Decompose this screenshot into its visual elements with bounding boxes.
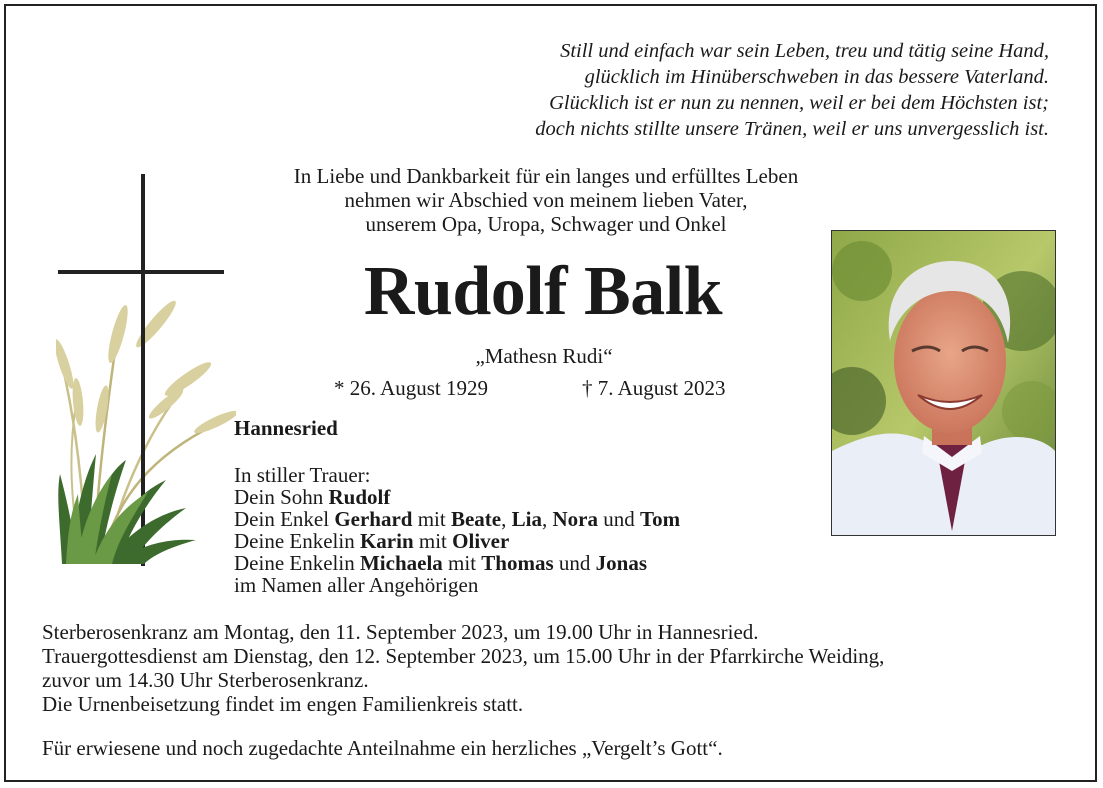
mourners-heading: In stiller Trauer: bbox=[234, 463, 371, 487]
hometown: Hannesried bbox=[234, 416, 338, 440]
poem-line: Glücklich ist er nun zu nennen, weil er bei dem Höchsten ist; bbox=[549, 92, 1049, 114]
mourner-line bbox=[234, 552, 680, 574]
mourner-connector: , bbox=[541, 507, 553, 531]
service-line: Die Urnenbeisetzung findet im engen Familienkreis statt. bbox=[42, 692, 524, 716]
cross-with-grass-icon bbox=[56, 174, 236, 574]
deceased-nickname: „Mathesn Rudi“ bbox=[475, 344, 613, 368]
mourner-line bbox=[234, 508, 680, 530]
service-line: Trauergottesdienst am Dienstag, den 12. September 2023, um 15.00 Uhr in der Pfarrkirche Weiding, bbox=[42, 644, 885, 668]
mourner-name: Oliver bbox=[452, 529, 510, 553]
poem-line: Still und einfach war sein Leben, treu und tätig seine Hand, bbox=[560, 40, 1049, 62]
mourner-line bbox=[234, 486, 680, 508]
mourner-connector: und bbox=[553, 551, 596, 575]
service-line: Sterberosenkranz am Montag, den 11. September 2023, um 19.00 Uhr in Hannesried. bbox=[42, 620, 759, 644]
mourner-relation: Dein Enkel bbox=[234, 507, 335, 531]
mourner-name: Karin bbox=[359, 529, 414, 553]
mourner-connector: mit bbox=[412, 507, 451, 531]
mourner-name: Gerhard bbox=[334, 507, 413, 531]
mourners-list bbox=[234, 464, 680, 596]
service-line: zuvor um 14.30 Uhr Sterberosenkranz. bbox=[42, 668, 369, 692]
deceased-name-text: Rudolf Balk bbox=[363, 253, 723, 330]
mourner-name: Tom bbox=[639, 507, 681, 531]
mourner-name: Rudolf bbox=[328, 485, 391, 509]
mourner-name: Beate bbox=[450, 507, 502, 531]
obituary-notice bbox=[4, 4, 1097, 782]
mourner-relation: Deine Enkelin bbox=[234, 529, 360, 553]
mourner-name: Nora bbox=[552, 507, 598, 531]
mourner-name: Jonas bbox=[595, 551, 648, 575]
poem bbox=[535, 38, 1049, 142]
mourners-closing: im Namen aller Angehörigen bbox=[234, 573, 479, 597]
poem-line: doch nichts stillte unsere Tränen, weil er uns unvergesslich ist. bbox=[535, 118, 1049, 140]
mourner-name: Michaela bbox=[359, 551, 443, 575]
intro-line: nehmen wir Abschied von meinem lieben Vater, bbox=[344, 188, 748, 212]
portrait-photo bbox=[831, 230, 1056, 536]
mourner-line bbox=[234, 530, 680, 552]
mourner-relation: Deine Enkelin bbox=[234, 551, 360, 575]
birth-date: * 26. August 1929 bbox=[334, 376, 489, 400]
death-date: † 7. August 2023 bbox=[582, 376, 726, 400]
intro-line: In Liebe und Dankbarkeit für ein langes und erfülltes Leben bbox=[293, 164, 799, 188]
mourner-connector: und bbox=[597, 507, 640, 531]
thanks-text: Für erwiesene und noch zugedachte Anteilnahme ein herzliches „Vergelt’s Gott“. bbox=[42, 736, 723, 760]
mourner-name: Thomas bbox=[481, 551, 554, 575]
mourner-connector: mit bbox=[442, 551, 482, 575]
mourner-name: Lia bbox=[511, 507, 542, 531]
intro-line: unserem Opa, Uropa, Schwager und Onkel bbox=[365, 212, 727, 236]
mourner-connector: mit bbox=[413, 529, 453, 553]
poem-line: glücklich im Hinüberschweben in das bessere Vaterland. bbox=[584, 66, 1049, 88]
mourner-relation: Dein Sohn bbox=[234, 485, 329, 509]
service-details bbox=[42, 620, 884, 716]
mourner-connector: , bbox=[501, 507, 512, 531]
